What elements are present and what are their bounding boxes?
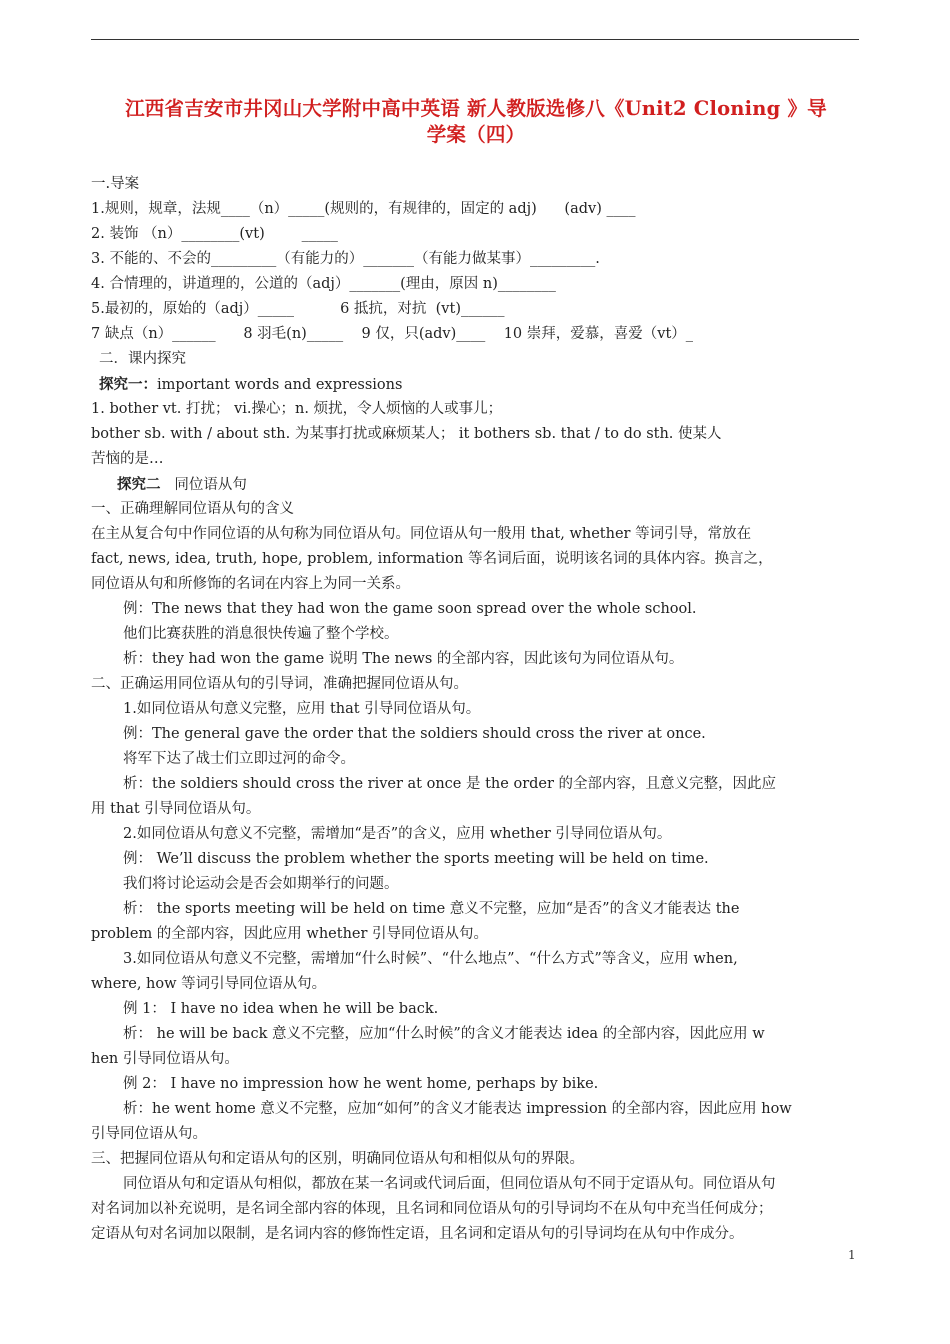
vocab-item: 5.最初的，原始的（adj）_____ 6 抵抗，对抗 (vt)______: [91, 301, 505, 317]
section-heading: 二．课内探究: [99, 351, 186, 367]
example-line: 例 1： I have no idea when he will be back.: [123, 1001, 439, 1017]
text-line: 同位语从句和定语从句相似，都放在某一名词或代词后面，但同位语从句不同于定语从句。同位语从句: [123, 1176, 776, 1192]
vocab-item: 1.规则，规章，法规____（n）_____(规则的，有规律的，固定的 adj) (adv) ____: [91, 201, 636, 217]
explore-one-heading: [91, 372, 861, 397]
text-line: 定语从句对名词加以限制，是名词内容的修饰性定语，且名词和定语从句的引导词均在从句中作成分。: [91, 1226, 744, 1242]
explore-two-heading: [91, 472, 861, 497]
vocab-item: 3. 不能的、不会的_________（有能力的）_______（有能力做某事）_________.: [91, 251, 600, 267]
subsection-heading: 二、正确运用同位语从句的引导词，准确把握同位语从句。: [91, 676, 468, 692]
example-line: 例：The news that they had won the game soon spread over the whole school.: [123, 601, 697, 617]
example-translation: 他们比赛获胜的消息很快传遍了整个学校。: [123, 626, 399, 642]
example-line: 例：The general gave the order that the soldiers should cross the river at once.: [123, 726, 706, 742]
text-line: 1. bother vt. 打扰； vi.操心；n. 烦扰，令人烦恼的人或事儿；: [91, 401, 503, 417]
example-translation: 我们将讨论运动会是否会如期举行的问题。: [123, 876, 399, 892]
text-line: 在主从复合句中作同位语的从句称为同位语从句。同位语从句一般用 that, whether 等词引导，常放在: [91, 526, 752, 542]
subsection-heading: 一、正确理解同位语从句的含义: [91, 501, 294, 517]
document-title: [88, 96, 864, 148]
rule-line: 3.如同位语从句意义不完整，需增加“什么时候”、“什么地点”、“什么方式”等含义，应用 when,: [123, 951, 738, 967]
title-line-2: 学案（四）: [426, 123, 526, 146]
text-line: 对名词加以补充说明，是名词全部内容的体现，且名词和同位语从句的引导词均不在从句中充当任何成分；: [91, 1201, 773, 1217]
vocab-item: 4. 合情理的，讲道理的，公道的（adj）_______(理由，原因 n)________: [91, 276, 556, 292]
text-line: 引导同位语从句。: [91, 1126, 207, 1142]
text-line: 同位语从句和所修饰的名词在内容上为同一关系。: [91, 576, 410, 592]
text-line: 苦恼的是…: [91, 451, 164, 467]
vocab-item: 2. 装饰 （n）________(vt) _____: [91, 226, 338, 242]
page-number: 1: [848, 1248, 856, 1262]
example-line: 例 2： I have no impression how he went home, perhaps by bike.: [123, 1076, 599, 1092]
rule-line: 1.如同位语从句意义完整，应用 that 引导同位语从句。: [123, 701, 481, 717]
text-line: bother sb. with / about sth. 为某事打扰或麻烦某人； it bothers sb. that / to do sth. 使某人: [91, 426, 722, 442]
example-translation: 将军下达了战士们立即过河的命令。: [123, 751, 355, 767]
text-line: hen 引导同位语从句。: [91, 1051, 239, 1067]
header-rule: [91, 39, 859, 40]
explore-two-text: 同位语从句: [160, 477, 247, 493]
analysis-line: 析：the soldiers should cross the river at once 是 the order 的全部内容，且意义完整，因此应: [123, 776, 777, 792]
analysis-line: 析： the sports meeting will be held on time 意义不完整，应加“是否”的含义才能表达 the: [123, 901, 740, 917]
text-line: 用 that 引导同位语从句。: [91, 801, 261, 817]
analysis-line: 析： he will be back 意义不完整，应加“什么时候”的含义才能表达 idea 的全部内容，因此应用 w: [123, 1026, 765, 1042]
rule-line: 2.如同位语从句意义不完整，需增加“是否”的含义，应用 whether 引导同位语从句。: [123, 826, 672, 842]
vocab-item: 7 缺点（n）______ 8 羽毛(n)_____ 9 仅，只(adv)____ 10 崇拜，爱慕，喜爱（vt）_: [91, 326, 694, 342]
text-line: problem 的全部内容，因此应用 whether 引导同位语从句。: [91, 926, 489, 942]
explore-two-label: 探究二: [117, 476, 161, 493]
explore-one-text: important words and expressions: [157, 377, 403, 393]
document-body: [91, 172, 861, 1247]
analysis-line: 析：he went home 意义不完整，应加“如何”的含义才能表达 impression 的全部内容，因此应用 how: [123, 1101, 792, 1117]
subsection-heading: 三、把握同位语从句和定语从句的区别，明确同位语从句和相似从句的界限。: [91, 1151, 584, 1167]
section-heading: 一.导案: [91, 176, 140, 192]
text-line: where, how 等词引导同位语从句。: [91, 976, 327, 992]
analysis-line: 析：they had won the game 说明 The news 的全部内容，因此该句为同位语从句。: [123, 651, 684, 667]
example-line: 例： We’ll discuss the problem whether the sports meeting will be held on time.: [123, 851, 709, 867]
title-line-1: 江西省吉安市井冈山大学附中高中英语 新人教版选修八《Unit2 Cloning 》导: [125, 97, 827, 120]
explore-one-label: 探究一：: [99, 376, 157, 393]
text-line: fact, news, idea, truth, hope, problem, information 等名词后面，说明该名词的具体内容。换言之，: [91, 551, 773, 567]
